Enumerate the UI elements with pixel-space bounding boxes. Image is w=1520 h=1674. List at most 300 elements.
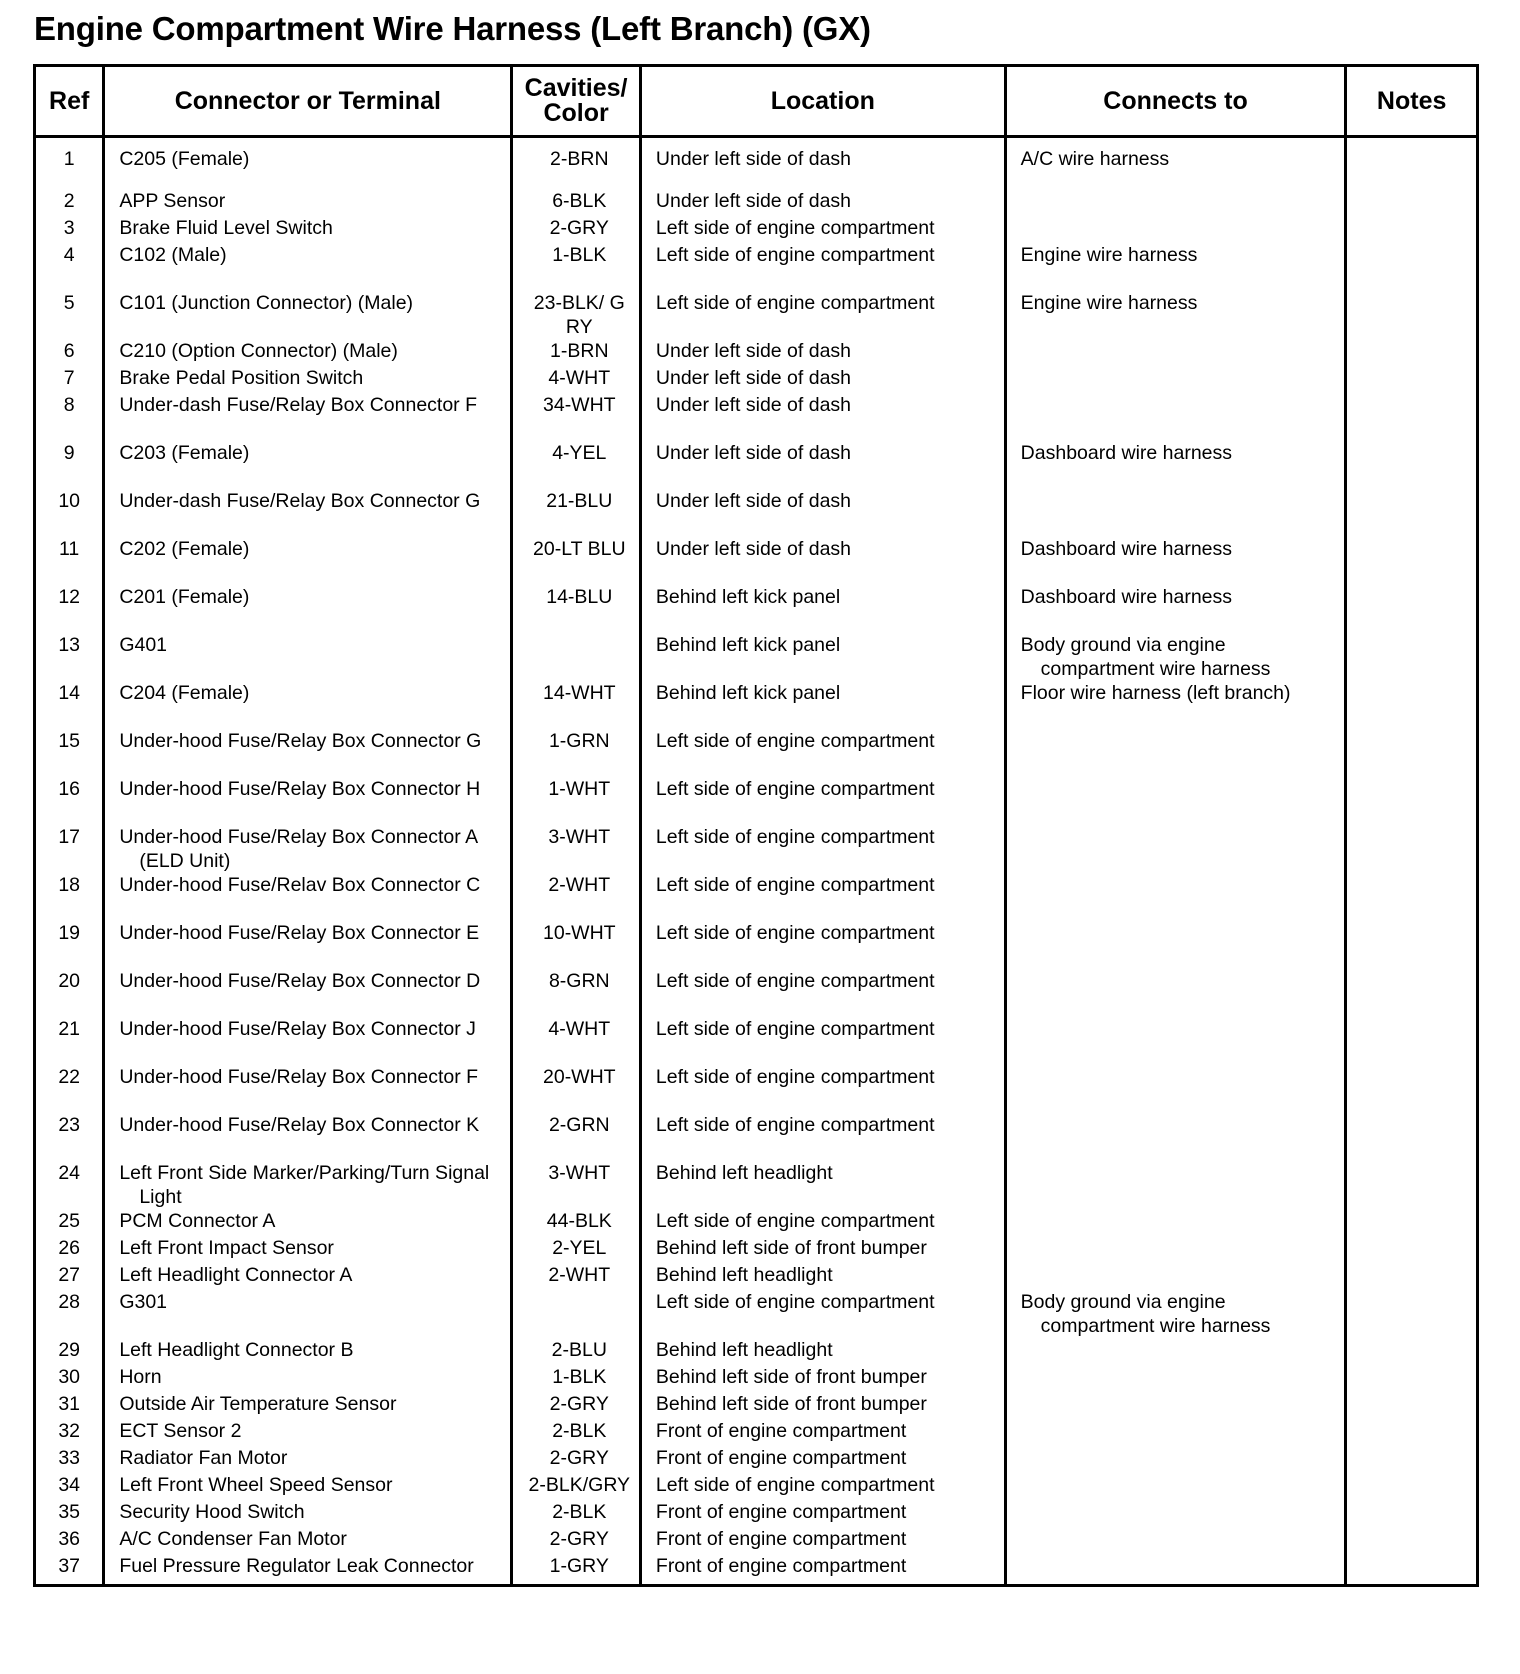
connector-text: Under-hood Fuse/Relay Box Connector K [119, 1114, 480, 1136]
cell-ref: 12 [35, 585, 104, 633]
cell-connector [104, 1473, 512, 1500]
connects-to-text: Dashboard wire harness [1020, 442, 1233, 464]
cell-notes [1346, 1113, 1478, 1161]
connector-text: Brake Fluid Level Switch [119, 217, 333, 239]
cell-location: Under left side of dash [640, 441, 1005, 489]
table-row [35, 1419, 1478, 1446]
page-title: Engine Compartment Wire Harness (Left Branch) (GX) [34, 10, 871, 47]
cell-location: Behind left side of front bumper [640, 1236, 1005, 1263]
cell-ref: 7 [35, 366, 104, 393]
cell-connects-to [1005, 1236, 1346, 1263]
cell-connects-to [1005, 537, 1346, 585]
table-row [35, 441, 1478, 489]
connector-text: C210 (Option Connector) (Male) [119, 340, 398, 362]
cavities-text: 2-BLK [552, 1501, 607, 1523]
table-row [35, 216, 1478, 243]
cell-connects-to [1005, 1500, 1346, 1527]
cell-connects-to [1005, 441, 1346, 489]
cell-cavities [512, 921, 641, 969]
cell-notes [1346, 777, 1478, 825]
cell-cavities [512, 366, 641, 393]
harness-table [33, 64, 1479, 1587]
cavities-text: 4-WHT [548, 367, 611, 389]
connector-text: Left Headlight Connector B [119, 1339, 354, 1361]
connects-to-text: Engine wire harness [1020, 244, 1198, 266]
cavities-text: 3-WHT [548, 1162, 611, 1184]
cell-connects-to [1005, 1263, 1346, 1290]
connector-text: Under-hood Fuse/Relay Box Connector E [119, 922, 480, 944]
cavities-text: 21-BLU [546, 490, 613, 512]
cell-cavities [512, 393, 641, 441]
connector-text: APP Sensor [119, 190, 226, 212]
table-row [35, 825, 1478, 873]
connector-text: C201 (Female) [119, 586, 250, 608]
cell-notes [1346, 243, 1478, 291]
cell-cavities [512, 585, 641, 633]
cavities-text: 2-BLK/GRY [528, 1474, 631, 1496]
cell-connector [104, 1554, 512, 1586]
cell-cavities [512, 729, 641, 777]
table-header-row [35, 66, 1478, 137]
cell-cavities [512, 1017, 641, 1065]
table-row [35, 633, 1478, 681]
cell-cavities [512, 1554, 641, 1586]
cell-ref: 9 [35, 441, 104, 489]
cell-notes [1346, 681, 1478, 729]
cell-ref: 16 [35, 777, 104, 825]
cell-connects-to [1005, 1338, 1346, 1365]
cell-location: Behind left side of front bumper [640, 1392, 1005, 1419]
cell-connector [104, 729, 512, 777]
cavities-text: 2-GRY [549, 1393, 609, 1415]
table-row [35, 1017, 1478, 1065]
cell-connects-to [1005, 189, 1346, 216]
cell-notes [1346, 393, 1478, 441]
connects-to-text: Body ground via engine [1020, 1291, 1226, 1313]
cell-connects-to [1005, 1065, 1346, 1113]
cavities-text: 10-WHT [543, 922, 616, 944]
cell-connects-to [1005, 873, 1346, 921]
cell-cavities [512, 291, 641, 339]
cell-ref: 30 [35, 1365, 104, 1392]
connector-text: Under-hood Fuse/Relav Box Connector C [119, 874, 481, 896]
cell-cavities [512, 777, 641, 825]
cell-notes [1346, 137, 1478, 190]
cell-connector [104, 1527, 512, 1554]
cell-connector [104, 291, 512, 339]
cell-cavities [512, 137, 641, 190]
cavities-text: 3-WHT [548, 826, 611, 848]
cell-ref: 4 [35, 243, 104, 291]
cell-connector [104, 393, 512, 441]
cell-ref: 3 [35, 216, 104, 243]
connects-to-text: Engine wire harness [1020, 292, 1198, 314]
cell-ref: 37 [35, 1554, 104, 1586]
table-row [35, 1065, 1478, 1113]
cell-notes [1346, 537, 1478, 585]
cell-cavities [512, 1290, 641, 1338]
cell-connector [104, 1236, 512, 1263]
header-cavities-label: Cavities/ Color [524, 74, 628, 127]
cavities-text: 2-GRY [549, 1447, 609, 1469]
cell-notes [1346, 1290, 1478, 1338]
cell-connector [104, 189, 512, 216]
cell-cavities [512, 1473, 641, 1500]
cell-ref: 27 [35, 1263, 104, 1290]
cell-connector [104, 441, 512, 489]
cell-connects-to [1005, 1290, 1346, 1338]
table-row [35, 1554, 1478, 1586]
connector-text: Under-hood Fuse/Relay Box Connector J [119, 1018, 476, 1040]
cell-notes [1346, 1527, 1478, 1554]
cavities-text: 4-YEL [552, 442, 607, 464]
cell-ref: 22 [35, 1065, 104, 1113]
cell-cavities [512, 216, 641, 243]
cell-notes [1346, 189, 1478, 216]
cell-location: Behind left side of front bumper [640, 1365, 1005, 1392]
table-row [35, 777, 1478, 825]
connector-text: C102 (Male) [119, 244, 227, 266]
cavities-text: 2-GRY [549, 1528, 609, 1550]
cavities-text: 4-WHT [548, 1018, 611, 1040]
cell-location: Left side of engine compartment [640, 1113, 1005, 1161]
connects-to-text-continued: compartment wire harness [1040, 658, 1271, 680]
cell-cavities [512, 189, 641, 216]
cell-connects-to [1005, 1017, 1346, 1065]
cell-notes [1346, 633, 1478, 681]
cell-connects-to [1005, 633, 1346, 681]
cell-cavities [512, 1161, 641, 1209]
cavities-text: 44-BLK [546, 1210, 612, 1232]
cavities-text: 23-BLK/ GRY [533, 292, 625, 338]
header-connector: Connector or Terminal [104, 66, 512, 137]
cell-connector [104, 1419, 512, 1446]
cell-notes [1346, 1161, 1478, 1209]
cavities-text: 1-GRY [549, 1555, 609, 1577]
cell-location: Left side of engine compartment [640, 243, 1005, 291]
connector-text: C204 (Female) [119, 682, 250, 704]
cavities-text: 34-WHT [543, 394, 616, 416]
connector-text: Under-hood Fuse/Relay Box Connector D [119, 970, 481, 992]
cavities-text: 2-WHT [548, 1264, 611, 1286]
cell-notes [1346, 216, 1478, 243]
cell-connector [104, 1161, 512, 1209]
cell-notes [1346, 366, 1478, 393]
cell-cavities [512, 1338, 641, 1365]
connector-text: Left Headlight Connector A [119, 1264, 353, 1286]
connects-to-text: Dashboard wire harness [1020, 538, 1233, 560]
cell-connector [104, 585, 512, 633]
cell-cavities [512, 441, 641, 489]
cell-connector [104, 216, 512, 243]
table-row [35, 137, 1478, 190]
table-row [35, 1263, 1478, 1290]
table-row [35, 1473, 1478, 1500]
cell-notes [1346, 1473, 1478, 1500]
connector-text-continued: (ELD Unit) [139, 850, 231, 872]
cell-connects-to [1005, 393, 1346, 441]
cell-location: Under left side of dash [640, 189, 1005, 216]
table-row [35, 873, 1478, 921]
cell-ref: 19 [35, 921, 104, 969]
connector-text: Left Front Side Marker/Parking/Turn Signal [119, 1162, 490, 1184]
connector-text: Fuel Pressure Regulator Leak Connector [119, 1555, 474, 1577]
header-connects-to: Connects to [1005, 66, 1346, 137]
connects-to-text-continued: compartment wire harness [1040, 1315, 1271, 1337]
cavities-text: 20-LT BLU [533, 538, 626, 560]
cavities-text: 2-BLU [551, 1339, 607, 1361]
cell-ref: 8 [35, 393, 104, 441]
cell-connector [104, 537, 512, 585]
cell-connects-to [1005, 339, 1346, 366]
header-notes: Notes [1346, 66, 1478, 137]
table-row [35, 1527, 1478, 1554]
cell-location: Under left side of dash [640, 366, 1005, 393]
cell-location: Under left side of dash [640, 137, 1005, 190]
cell-ref: 20 [35, 969, 104, 1017]
cell-notes [1346, 1446, 1478, 1473]
cell-ref: 6 [35, 339, 104, 366]
cell-connects-to [1005, 1209, 1346, 1236]
cell-notes [1346, 441, 1478, 489]
cell-cavities [512, 1392, 641, 1419]
cell-notes [1346, 1263, 1478, 1290]
cell-connector [104, 1446, 512, 1473]
table-row [35, 1161, 1478, 1209]
cavities-text: 14-WHT [543, 682, 616, 704]
cell-ref: 36 [35, 1527, 104, 1554]
connector-text: Left Front Wheel Speed Sensor [119, 1474, 393, 1496]
cell-ref: 5 [35, 291, 104, 339]
table-row [35, 1446, 1478, 1473]
table-row [35, 1290, 1478, 1338]
cell-location: Left side of engine compartment [640, 291, 1005, 339]
cell-connects-to [1005, 216, 1346, 243]
connector-text: Horn [119, 1366, 162, 1388]
cell-location: Under left side of dash [640, 393, 1005, 441]
cell-cavities [512, 1113, 641, 1161]
cell-connects-to [1005, 1113, 1346, 1161]
cell-location: Front of engine compartment [640, 1554, 1005, 1586]
cell-notes [1346, 1236, 1478, 1263]
table-row [35, 243, 1478, 291]
cell-cavities [512, 1065, 641, 1113]
cell-ref: 21 [35, 1017, 104, 1065]
header-ref: Ref [35, 66, 104, 137]
cell-connects-to [1005, 291, 1346, 339]
cell-notes [1346, 339, 1478, 366]
cell-cavities [512, 1236, 641, 1263]
cell-connects-to [1005, 1365, 1346, 1392]
table-row [35, 585, 1478, 633]
connects-to-text: Dashboard wire harness [1020, 586, 1233, 608]
cell-ref: 29 [35, 1338, 104, 1365]
cell-cavities [512, 1209, 641, 1236]
cell-ref: 15 [35, 729, 104, 777]
cell-location: Left side of engine compartment [640, 969, 1005, 1017]
table-row [35, 1209, 1478, 1236]
cavities-text: 2-YEL [552, 1237, 607, 1259]
cell-ref: 10 [35, 489, 104, 537]
cell-cavities [512, 1419, 641, 1446]
cell-ref: 35 [35, 1500, 104, 1527]
cell-connects-to [1005, 777, 1346, 825]
connector-text: Outside Air Temperature Sensor [119, 1393, 397, 1415]
cell-notes [1346, 1365, 1478, 1392]
cell-ref: 34 [35, 1473, 104, 1500]
cell-cavities [512, 681, 641, 729]
connector-text: Security Hood Switch [119, 1501, 305, 1523]
cell-location: Left side of engine compartment [640, 729, 1005, 777]
cell-ref: 1 [35, 137, 104, 190]
table-row [35, 681, 1478, 729]
cell-location: Behind left headlight [640, 1338, 1005, 1365]
cell-ref: 26 [35, 1236, 104, 1263]
cavities-text: 8-GRN [548, 970, 610, 992]
connector-text: Under-hood Fuse/Relay Box Connector H [119, 778, 481, 800]
cell-location: Left side of engine compartment [640, 216, 1005, 243]
cavities-text: 1-BLK [552, 244, 607, 266]
cavities-text: 6-BLK [552, 190, 607, 212]
cell-notes [1346, 489, 1478, 537]
cell-ref: 2 [35, 189, 104, 216]
cell-location: Left side of engine compartment [640, 825, 1005, 873]
cell-ref: 25 [35, 1209, 104, 1236]
table-row [35, 489, 1478, 537]
cell-connects-to [1005, 366, 1346, 393]
cell-notes [1346, 921, 1478, 969]
cell-connects-to [1005, 489, 1346, 537]
cell-location: Front of engine compartment [640, 1527, 1005, 1554]
connector-text: Under-dash Fuse/Relay Box Connector F [119, 394, 477, 416]
cell-ref: 31 [35, 1392, 104, 1419]
cell-notes [1346, 1392, 1478, 1419]
cell-connector [104, 969, 512, 1017]
cell-ref: 28 [35, 1290, 104, 1338]
connects-to-text: Body ground via engine [1020, 634, 1226, 656]
cell-connects-to [1005, 1473, 1346, 1500]
table-row [35, 1392, 1478, 1419]
cell-cavities [512, 489, 641, 537]
connector-text: C202 (Female) [119, 538, 250, 560]
cell-connector [104, 366, 512, 393]
cell-location: Behind left headlight [640, 1263, 1005, 1290]
connects-to-text: A/C wire harness [1020, 148, 1170, 170]
cell-notes [1346, 1338, 1478, 1365]
connector-text: C205 (Female) [119, 148, 250, 170]
cell-connects-to [1005, 137, 1346, 190]
cavities-text: 2-BLK [552, 1420, 607, 1442]
cell-connector [104, 1017, 512, 1065]
connector-text: Under-dash Fuse/Relay Box Connector G [119, 490, 481, 512]
cell-connects-to [1005, 921, 1346, 969]
cell-location: Left side of engine compartment [640, 1209, 1005, 1236]
cavities-text: 1-BRN [550, 340, 609, 362]
cell-ref: 32 [35, 1419, 104, 1446]
cell-location: Behind left headlight [640, 1161, 1005, 1209]
connector-text: ECT Sensor 2 [119, 1420, 242, 1442]
cell-connects-to [1005, 585, 1346, 633]
cell-notes [1346, 1419, 1478, 1446]
connector-text: PCM Connector A [119, 1210, 276, 1232]
cell-connector [104, 1263, 512, 1290]
cavities-text: 2-BRN [550, 148, 609, 170]
cell-location: Left side of engine compartment [640, 1473, 1005, 1500]
table-body [35, 137, 1478, 1586]
cell-notes [1346, 825, 1478, 873]
cell-notes [1346, 969, 1478, 1017]
cell-cavities [512, 1446, 641, 1473]
cell-connects-to [1005, 1554, 1346, 1586]
table-row [35, 1236, 1478, 1263]
cell-connects-to [1005, 729, 1346, 777]
cavities-text: 1-GRN [548, 730, 610, 752]
cell-location: Left side of engine compartment [640, 1290, 1005, 1338]
cell-location: Behind left kick panel [640, 681, 1005, 729]
cell-location: Left side of engine compartment [640, 1017, 1005, 1065]
cell-ref: 14 [35, 681, 104, 729]
cell-connector [104, 137, 512, 190]
connector-text: C101 (Junction Connector) (Male) [119, 292, 414, 314]
cell-location: Left side of engine compartment [640, 921, 1005, 969]
cell-ref: 24 [35, 1161, 104, 1209]
cell-connector [104, 825, 512, 873]
cell-cavities [512, 537, 641, 585]
cell-cavities [512, 633, 641, 681]
cell-location: Front of engine compartment [640, 1500, 1005, 1527]
cell-cavities [512, 969, 641, 1017]
cell-connector [104, 1338, 512, 1365]
cell-connects-to [1005, 825, 1346, 873]
cell-connector [104, 921, 512, 969]
cell-connects-to [1005, 1419, 1346, 1446]
cell-ref: 11 [35, 537, 104, 585]
cell-location: Behind left kick panel [640, 633, 1005, 681]
table-row [35, 189, 1478, 216]
connector-text: G301 [119, 1291, 168, 1313]
table-row [35, 291, 1478, 339]
cell-connects-to [1005, 1527, 1346, 1554]
cell-location: Left side of engine compartment [640, 777, 1005, 825]
cell-ref: 17 [35, 825, 104, 873]
table-row [35, 366, 1478, 393]
table-row [35, 1500, 1478, 1527]
cell-notes [1346, 729, 1478, 777]
table-row [35, 1113, 1478, 1161]
cell-location: Under left side of dash [640, 537, 1005, 585]
cell-cavities [512, 825, 641, 873]
table-row [35, 537, 1478, 585]
table-row [35, 921, 1478, 969]
connector-text: Brake Pedal Position Switch [119, 367, 364, 389]
cell-cavities [512, 243, 641, 291]
cell-connector [104, 777, 512, 825]
cell-ref: 23 [35, 1113, 104, 1161]
cell-connector [104, 1113, 512, 1161]
cell-location: Left side of engine compartment [640, 1065, 1005, 1113]
cavities-text: 2-GRY [549, 217, 609, 239]
cell-ref: 13 [35, 633, 104, 681]
table-row [35, 339, 1478, 366]
connector-text: Under-hood Fuse/Relay Box Connector A [119, 826, 479, 848]
connector-text: Left Front Impact Sensor [119, 1237, 334, 1259]
cell-notes [1346, 1500, 1478, 1527]
cell-connector [104, 489, 512, 537]
cell-ref: 18 [35, 873, 104, 921]
header-location: Location [640, 66, 1005, 137]
cell-cavities [512, 1500, 641, 1527]
cell-location: Behind left kick panel [640, 585, 1005, 633]
